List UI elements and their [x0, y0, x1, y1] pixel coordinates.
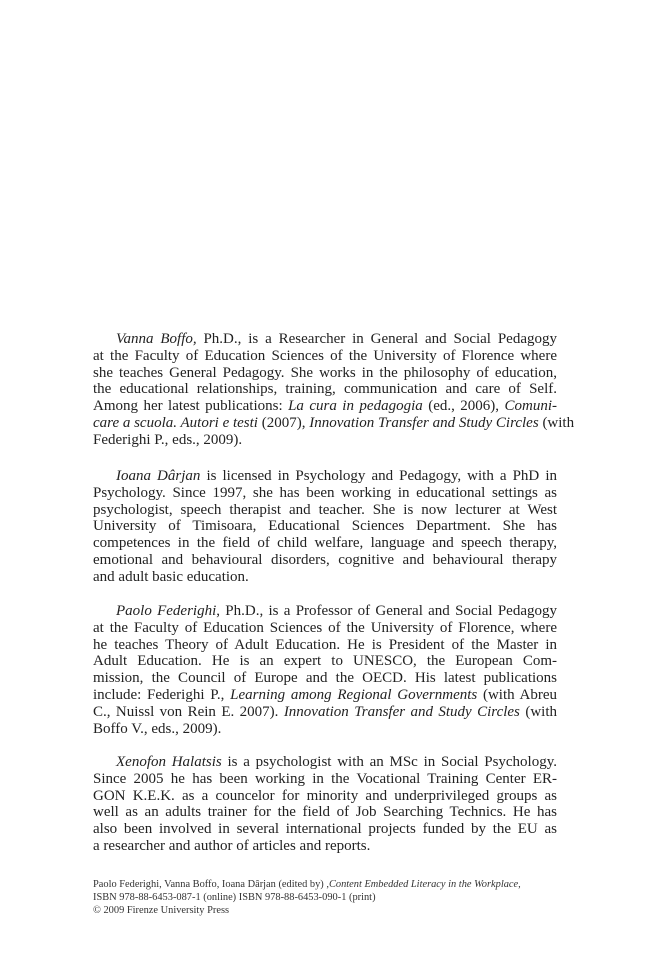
- footer-citation: [93, 878, 573, 891]
- text-line: [93, 381, 557, 398]
- text: Psychology. Since 1997, she has been working in educational settings as: [93, 484, 557, 501]
- text: a researcher and author of articles and reports.: [93, 837, 371, 854]
- text-line: [93, 348, 557, 365]
- italic-text: Innovation Transfer and Study Circles: [283, 703, 520, 720]
- text-line: [93, 432, 557, 449]
- text: Adult Education. He is an expert to UNESCO, the European Com-: [93, 653, 557, 670]
- bio-vanna-boffo: [93, 331, 575, 449]
- italic-text: Comuni-: [504, 398, 557, 415]
- bio-paolo-federighi: [93, 603, 557, 737]
- text: (ed., 2006),: [422, 398, 505, 415]
- footer-copyright: © 2009 Firenze University Press: [93, 905, 230, 916]
- text: Among her latest publications:: [93, 398, 289, 415]
- text: emotional and behavioural disorders, cognitive and behavioural therapy: [93, 551, 557, 568]
- text-line: [93, 788, 557, 805]
- text: Federighi P., eds., 2009).: [93, 431, 243, 448]
- text-line: [93, 502, 557, 519]
- text-line: [93, 468, 557, 485]
- text: (with: [519, 703, 557, 720]
- italic-text: Vanna Boffo,: [116, 331, 197, 347]
- text-line: [93, 771, 557, 788]
- text-line: [93, 603, 557, 620]
- text: well as an adults trainer for the field of Job Searching Technics. He has: [93, 804, 557, 821]
- bio-xenofon-halatsis: [93, 754, 557, 855]
- text-line: [93, 569, 557, 586]
- text-line: [93, 485, 557, 502]
- italic-text: Ioana Dârjan: [116, 468, 201, 484]
- text-line: [93, 653, 557, 670]
- text: psychologist, speech therapist and teacher. She is now lecturer at West: [93, 501, 557, 518]
- publication-footer: [93, 878, 573, 917]
- text-line: [93, 804, 557, 821]
- footer-book-title: Content Embedded Literacy in the Workplace,: [328, 879, 521, 890]
- text-line: [93, 754, 557, 771]
- text-line: [93, 838, 557, 855]
- text: also been involved in several international projects funded by the EU as: [93, 821, 557, 838]
- text: GON K.E.K. as a councelor for minority and underprivileged groups as: [93, 787, 557, 804]
- text: include: Federighi P.,: [93, 686, 231, 703]
- italic-text: Innovation Transfer and Study Circles: [309, 414, 539, 431]
- text-line: [93, 414, 575, 432]
- text-line: [93, 535, 557, 552]
- italic-text: Xenofon Halatsis: [116, 754, 222, 770]
- text: and adult basic education.: [93, 568, 249, 585]
- text: at the Faculty of Education Sciences of the University of Florence, where: [93, 619, 557, 636]
- text: at the Faculty of Education Sciences of the University of Florence where: [93, 347, 557, 364]
- text-line: [93, 721, 557, 738]
- text-line: [93, 637, 557, 654]
- text: , Ph.D., is a Professor of General and Social Pedagogy: [216, 603, 557, 619]
- footer-isbn: ISBN 978-88-6453-087-1 (online) ISBN 978-88-6453-090-1 (print): [93, 892, 376, 903]
- text: is a psychologist with an MSc in Social Psychology.: [221, 754, 558, 770]
- text: University of Timisoara, Educational Sciences Department. She has: [93, 518, 557, 535]
- text: she teaches General Pedagogy. She works in the philosophy of education,: [93, 364, 557, 381]
- text: he teaches Theory of Adult Education. He is President of the Master in: [93, 636, 557, 653]
- text: (2007),: [257, 414, 310, 431]
- text-line: [93, 518, 557, 535]
- italic-text: Learning among Regional Governments: [230, 686, 478, 703]
- text: (with Abreu: [477, 686, 557, 703]
- text-line: [93, 620, 557, 637]
- text: (with: [538, 414, 575, 431]
- italic-text: La cura in pedagogia: [288, 398, 423, 415]
- text: is licensed in Psychology and Pedagogy, with a PhD in: [200, 468, 557, 484]
- text-line: [93, 687, 557, 704]
- text-line: [93, 704, 557, 721]
- italic-text: Paolo Federighi: [116, 603, 217, 619]
- text-line: [93, 331, 557, 348]
- text: Boffo V., eds., 2009).: [93, 720, 222, 737]
- text-line: [93, 365, 557, 382]
- text: the educational relationships, training, communication and care of Self.: [93, 381, 557, 398]
- text: mission, the Council of Europe and the OECD. His latest publications: [93, 670, 557, 687]
- text: C., Nuissl von Rein E. 2007).: [93, 703, 284, 720]
- text: competences in the field of child welfare, language and speech therapy,: [93, 535, 557, 552]
- text-line: [93, 398, 557, 415]
- italic-text: care a scuola. Autori e testi: [93, 414, 258, 431]
- text-line: [93, 670, 557, 687]
- text-line: [93, 821, 557, 838]
- text-line: [93, 552, 557, 569]
- text: Since 2005 he has been working in the Vocational Training Center ER-: [93, 770, 557, 787]
- bio-ioana-darjan: [93, 468, 557, 586]
- text: Ph.D., is a Researcher in General and Social Pedagogy: [196, 331, 557, 347]
- footer-editors: Paolo Federighi, Vanna Boffo, Ioana Dârjan (edited by) ,: [93, 879, 329, 890]
